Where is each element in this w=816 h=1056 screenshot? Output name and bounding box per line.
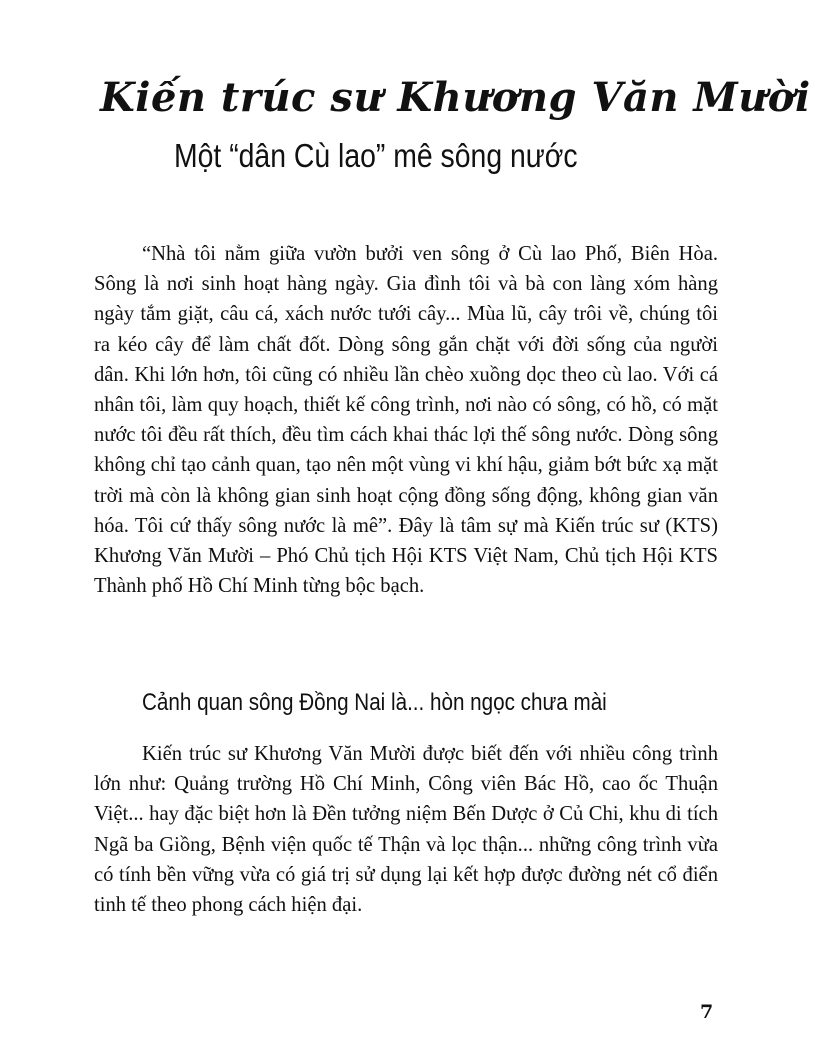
article-title: Kiến trúc sư Khương Văn Mười [100, 74, 811, 121]
body-paragraph-1: “Nhà tôi nằm giữa vườn bưởi ven sông ở Cù lao Phố, Biên Hòa. Sông là nơi sinh hoạt hàng ngày. Gia đình tôi và bà con làng xóm hàng ngày tắm giặt, câu cá, xách nước tưới cây... Mùa lũ, cây trôi về, chúng tôi ra kéo cây để làm chất đốt. Dòng sông gắn chặt với đời sống của người dân. Khi lớn hơn, tôi cũng có nhiều lần chèo xuồng dọc theo cù lao. Với cá nhân tôi, làm quy hoạch, thiết kế công trình, nơi nào có sông, có hồ, có mặt nước tôi đều rất thích, đều tìm cách khai thác lợi thế sông nước. Dòng sông không chỉ tạo cảnh quan, tạo nên một vùng vi khí hậu, giảm bớt bức xạ mặt trời mà còn là không gian sinh hoạt cộng đồng sống động, không gian văn hóa. Tôi cứ thấy sông nước là mê”. Đây là tâm sự mà Kiến trúc sư (KTS) Khương Văn Mười – Phó Chủ tịch Hội KTS Việt Nam, Chủ tịch Hội KTS Thành phố Hồ Chí Minh từng bộc bạch. [94, 243, 718, 598]
section-heading: Cảnh quan sông Đồng Nai là... hòn ngọc chưa mài [142, 689, 607, 716]
article-subtitle: Một “dân Cù lao” mê sông nước [174, 137, 578, 174]
page-number: 7 [700, 1001, 714, 1023]
body-paragraph-2: Kiến trúc sư Khương Văn Mười được biết đến với nhiều công trình lớn như: Quảng trường Hồ Chí Minh, Công viên Bác Hồ, cao ốc Thuận Việt... hay đặc biệt hơn là Đền tưởng niệm Bến Dược ở Củ Chi, khu di tích Ngã ba Giồng, Bệnh viện quốc tế Thận và lọc thận... những công trình vừa có tính bền vững vừa có giá trị sử dụng lại kết hợp được đường nét cổ điển tinh tế theo phong cách hiện đại. [94, 743, 718, 917]
